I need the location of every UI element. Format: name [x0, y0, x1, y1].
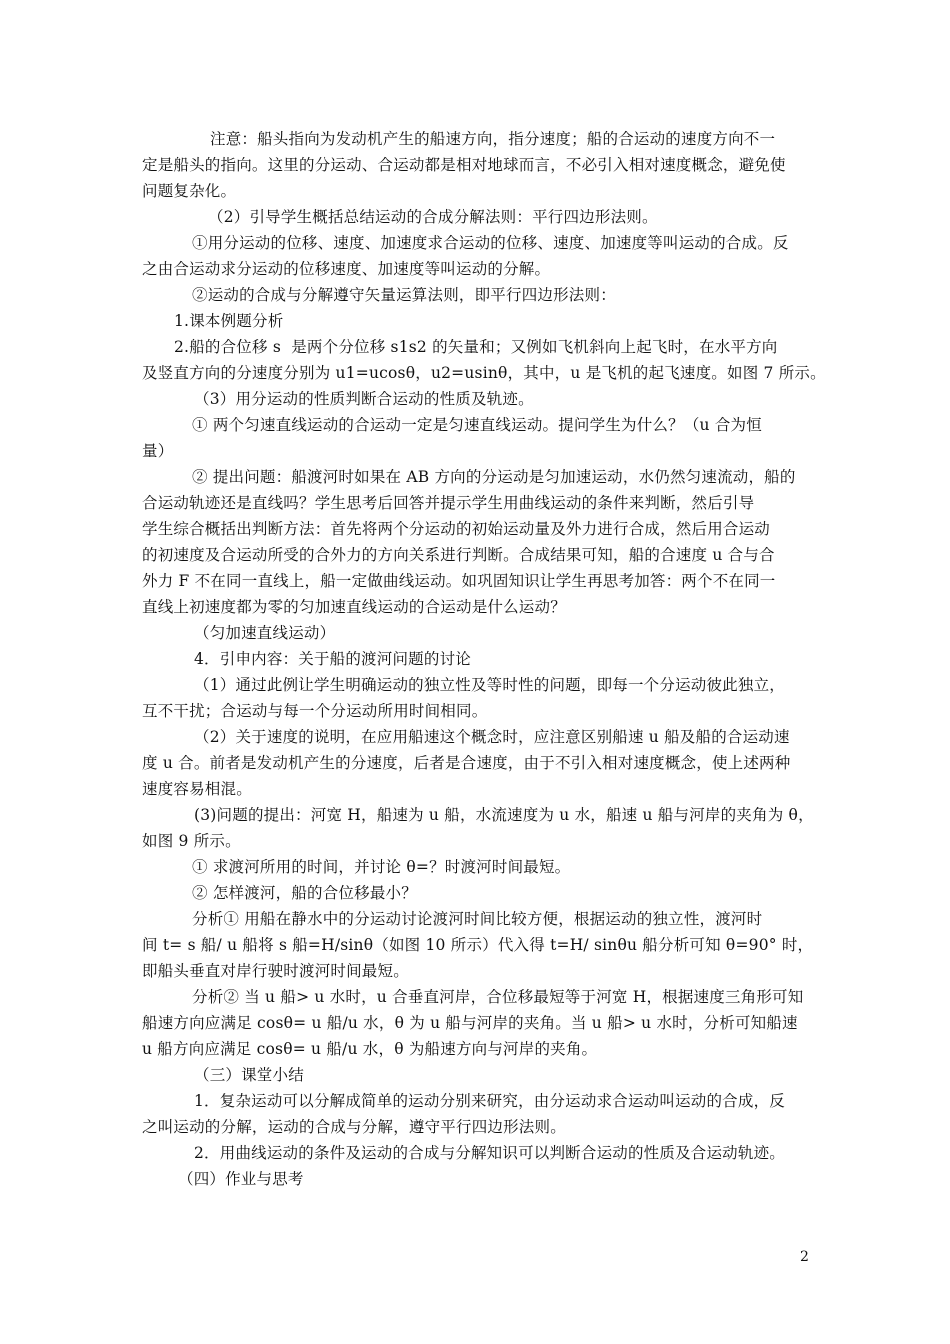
text-line: 间 t= s 船/ u 船将 s 船=H/sinθ（如图 10 所示）代入得 t=H/ sinθu 船分析可知 θ=90° 时，	[142, 936, 814, 954]
text-line: 的初速度及合运动所受的合外力的方向关系进行判断。合成结果可知，船的合速度 u 合与合	[142, 546, 775, 564]
text-line: （四）作业与思考	[178, 1170, 304, 1188]
text-line: 2.船的合位移 s 是两个分位移 s1s2 的矢量和；又例如飞机斜向上起飞时，在水平方向	[174, 338, 778, 356]
text-line: 直线上初速度都为零的匀加速直线运动的合运动是什么运动？	[142, 598, 566, 616]
text-line: 合运动轨迹还是直线吗？学生思考后回答并提示学生用曲线运动的条件来判断，然后引导	[142, 494, 755, 512]
text-line: 及竖直方向的分速度分别为 u1=ucosθ，u2=usinθ，其中，u 是飞机的起飞速度。如图 7 所示。	[142, 364, 826, 382]
text-line: 之叫运动的分解，运动的合成与分解，遵守平行四边形法则。	[142, 1118, 566, 1136]
text-line: （1）通过此例让学生明确运动的独立性及等时性的问题，即每一个分运动彼此独立，	[194, 676, 785, 694]
text-line: 如图 9 所示。	[142, 832, 241, 850]
text-line: 分析① 用船在静水中的分运动讨论渡河时间比较方便，根据运动的独立性，渡河时	[192, 910, 763, 928]
text-line: （匀加速直线运动）	[194, 624, 336, 642]
text-line: 定是船头的指向。这里的分运动、合运动都是相对地球而言，不必引入相对速度概念，避免使	[142, 156, 786, 174]
text-line: ① 两个匀速直线运动的合运动一定是匀速直线运动。提问学生为什么？（u 合为恒	[192, 416, 762, 434]
text-line: 4．引申内容：关于船的渡河问题的讨论	[194, 650, 471, 668]
text-line: 分析② 当 u 船> u 水时，u 合垂直河岸，合位移最短等于河宽 H，根据速度三角形可知	[192, 988, 804, 1006]
text-line: （3）用分运动的性质判断合运动的性质及轨迹。	[194, 390, 534, 408]
text-line: 问题复杂化。	[142, 182, 237, 200]
text-line: 之由合运动求分运动的位移速度、加速度等叫运动的分解。	[142, 260, 551, 278]
text-line: ② 怎样渡河，船的合位移最小？	[192, 884, 417, 902]
text-line: 量）	[142, 442, 174, 460]
page-number: 2	[800, 1249, 809, 1265]
text-line: 学生综合概括出判断方法：首先将两个分运动的初始运动量及外力进行合成，然后用合运动	[142, 520, 771, 538]
text-line: 度 u 合。前者是发动机产生的分速度，后者是合速度，由于不引入相对速度概念，使上述两种	[142, 754, 791, 772]
text-line: ② 提出问题：船渡河时如果在 AB 方向的分运动是匀加速运动，水仍然匀速流动，船的	[192, 468, 796, 486]
text-line: 即船头垂直对岸行驶时渡河时间最短。	[142, 962, 409, 980]
text-line: 注意：船头指向为发动机产生的船速方向，指分速度；船的合运动的速度方向不一	[210, 130, 776, 148]
text-line: （2）关于速度的说明，在应用船速这个概念时，应注意区别船速 u 船及船的合运动速	[194, 728, 790, 746]
text-line: 外力 F 不在同一直线上，船一定做曲线运动。如巩固知识让学生再思考加答：两个不在同一	[142, 572, 776, 590]
text-line: u 船方向应满足 cosθ= u 船/u 水，θ 为船速方向与河岸的夹角。	[142, 1040, 598, 1058]
text-line: ①用分运动的位移、速度、加速度求合运动的位移、速度、加速度等叫运动的合成。反	[192, 234, 789, 252]
text-line: 2．用曲线运动的条件及运动的合成与分解知识可以判断合运动的性质及合运动轨迹。	[194, 1144, 785, 1162]
text-line: 1．复杂运动可以分解成简单的运动分别来研究，由分运动求合运动叫运动的合成，反	[194, 1092, 785, 1110]
text-line: (3)问题的提出：河宽 H，船速为 u 船，水流速度为 u 水，船速 u 船与河岸的夹角为 θ，	[194, 806, 814, 824]
text-line: ① 求渡河所用的时间，并讨论 θ=？时渡河时间最短。	[192, 858, 571, 876]
text-line: ②运动的合成与分解遵守矢量运算法则，即平行四边形法则：	[192, 286, 616, 304]
text-line: 1.课本例题分析	[174, 312, 284, 330]
text-line: （三）课堂小结	[194, 1066, 304, 1084]
text-line: 速度容易相混。	[142, 780, 252, 798]
text-line: （2）引导学生概括总结运动的合成分解法则：平行四边形法则。	[208, 208, 658, 226]
text-line: 船速方向应满足 cosθ= u 船/u 水，θ 为 u 船与河岸的夹角。当 u 船> u 水时，分析可知船速	[142, 1014, 798, 1032]
text-line: 互不干扰；合运动与每一个分运动所用时间相同。	[142, 702, 488, 720]
